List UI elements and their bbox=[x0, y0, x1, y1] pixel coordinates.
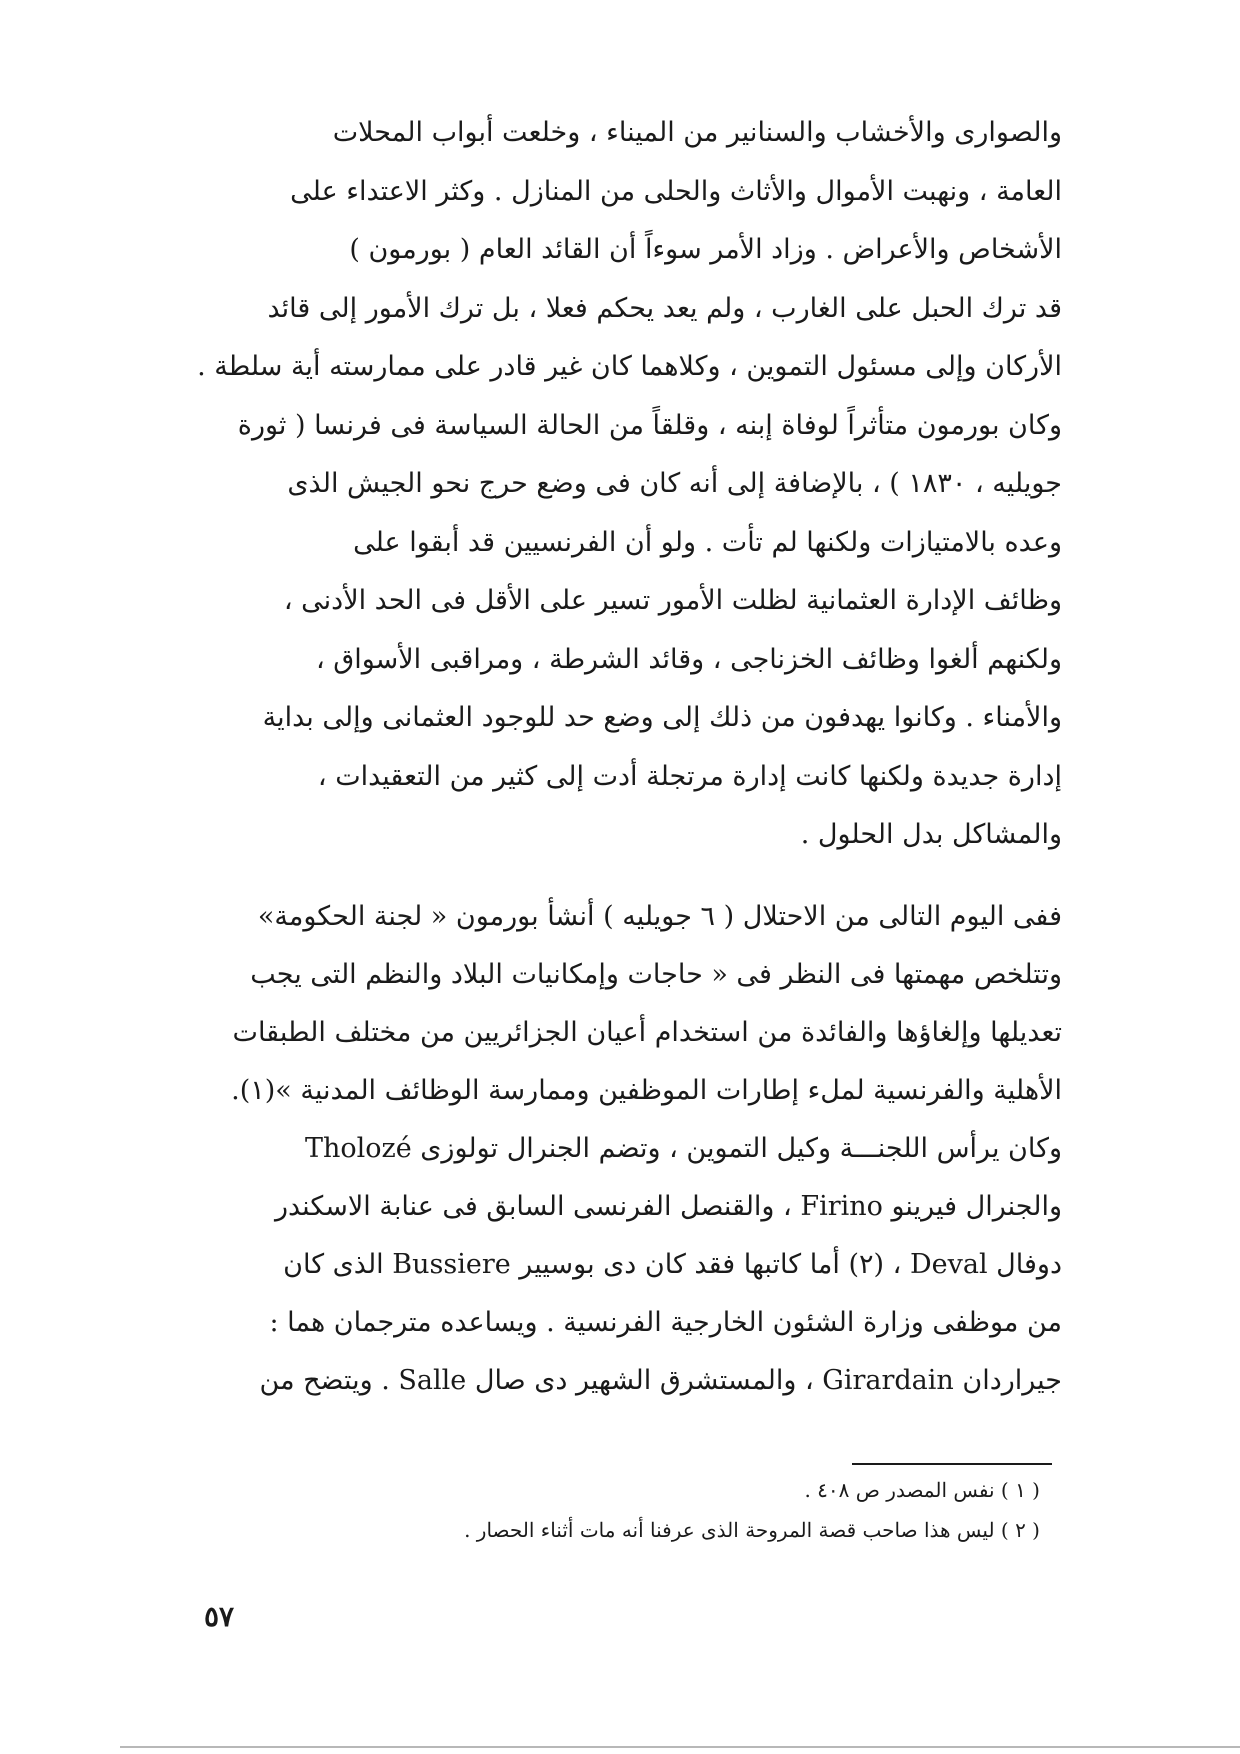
text-line: والمشاكل بدل الحلول . bbox=[800, 819, 1062, 850]
text-line: والأمناء . وكانوا يهدفون من ذلك إلى وضع حد للوجود العثمانى وإلى بداية bbox=[262, 702, 1062, 733]
text-line: وتتلخص مهمتها فى النظر فى « حاجات وإمكانيات البلاد والنظم التى يجب bbox=[250, 959, 1062, 990]
text-line: وظائف الإدارة العثمانية لظلت الأمور تسير على الأقل فى الحد الأدنى ، bbox=[283, 585, 1062, 616]
text-line: جيراردان Girardain ، والمستشرق الشهير دى صال Salle . ويتضح من bbox=[259, 1365, 1062, 1396]
text-line: إدارة جديدة ولكنها كانت إدارة مرتجلة أدت إلى كثير من التعقيدات ، bbox=[317, 760, 1062, 792]
text-line: ولكنهم ألغوا وظائف الخزناجى ، وقائد الشرطة ، ومراقبى الأسواق ، bbox=[315, 643, 1062, 675]
text-line: الأشخاص والأعراض . وزاد الأمر سوءاً أن القائد العام ( بورمون ) bbox=[349, 234, 1062, 265]
text-line: دوفال Deval ، (٢) أما كاتبها فقد كان دى بوسيير Bussiere الذى كان bbox=[283, 1249, 1062, 1280]
text-line: تعديلها وإلغاؤها والفائدة من استخدام أعيان الجزائريين من مختلف الطبقات bbox=[232, 1017, 1062, 1048]
text-line: قد ترك الحبل على الغارب ، ولم يعد يحكم فعلا ، بل ترك الأمور إلى قائد bbox=[267, 292, 1062, 324]
text-line: الأهلية والفرنسية لملء إطارات الموظفين وممارسة الوظائف المدنية »(١). bbox=[231, 1075, 1062, 1106]
text-line: والجنرال فيرينو Firino ، والقنصل الفرنسى السابق فى عنابة الاسكندر bbox=[274, 1191, 1062, 1222]
page-bottom-divider bbox=[120, 1746, 1240, 1748]
text-line: وكان يرأس اللجنـــة وكيل التموين ، وتضم الجنرال تولوزى Tholozé bbox=[304, 1133, 1062, 1164]
footnote-1: ( ١ ) نفس المصدر ص ٤٠٨ . bbox=[804, 1478, 1040, 1502]
text-line: وعده بالامتيازات ولكنها لم تأت . ولو أن الفرنسيين قد أبقوا على bbox=[353, 526, 1062, 558]
text-line: جويليه ، ١٨٣٠ ) ، بالإضافة إلى أنه كان فى وضع حرج نحو الجيش الذى bbox=[287, 468, 1062, 499]
page-number: ٥٧ bbox=[204, 1600, 235, 1633]
text-line: من موظفى وزارة الشئون الخارجية الفرنسية . ويساعده مترجمان هما : bbox=[269, 1307, 1062, 1338]
paragraph-2 bbox=[196, 888, 1062, 1410]
text-line: وكان بورمون متأثراً لوفاة إبنه ، وقلقاً من الحالة السياسة فى فرنسا ( ثورة bbox=[237, 409, 1062, 441]
paragraph-1 bbox=[196, 104, 1062, 865]
footnotes bbox=[300, 1470, 1040, 1550]
text-line: الأركان وإلى مسئول التموين ، وكلاهما كان غير قادر على ممارسته أية سلطة . bbox=[197, 351, 1062, 382]
text-line: العامة ، ونهبت الأموال والأثاث والحلى من المنازل . وكثر الاعتداء على bbox=[290, 175, 1062, 207]
footnote-2: ( ٢ ) ليس هذا صاحب قصة المروحة الذى عرفنا أنه مات أثناء الحصار . bbox=[464, 1518, 1040, 1542]
footnote-separator bbox=[852, 1463, 1052, 1465]
text-line: ففى اليوم التالى من الاحتلال ( ٦ جويليه ) أنشأ بورمون « لجنة الحكومة» bbox=[257, 901, 1062, 932]
text-line: والصوارى والأخشاب والسنانير من الميناء ، وخلعت أبواب المحلات bbox=[332, 117, 1062, 148]
